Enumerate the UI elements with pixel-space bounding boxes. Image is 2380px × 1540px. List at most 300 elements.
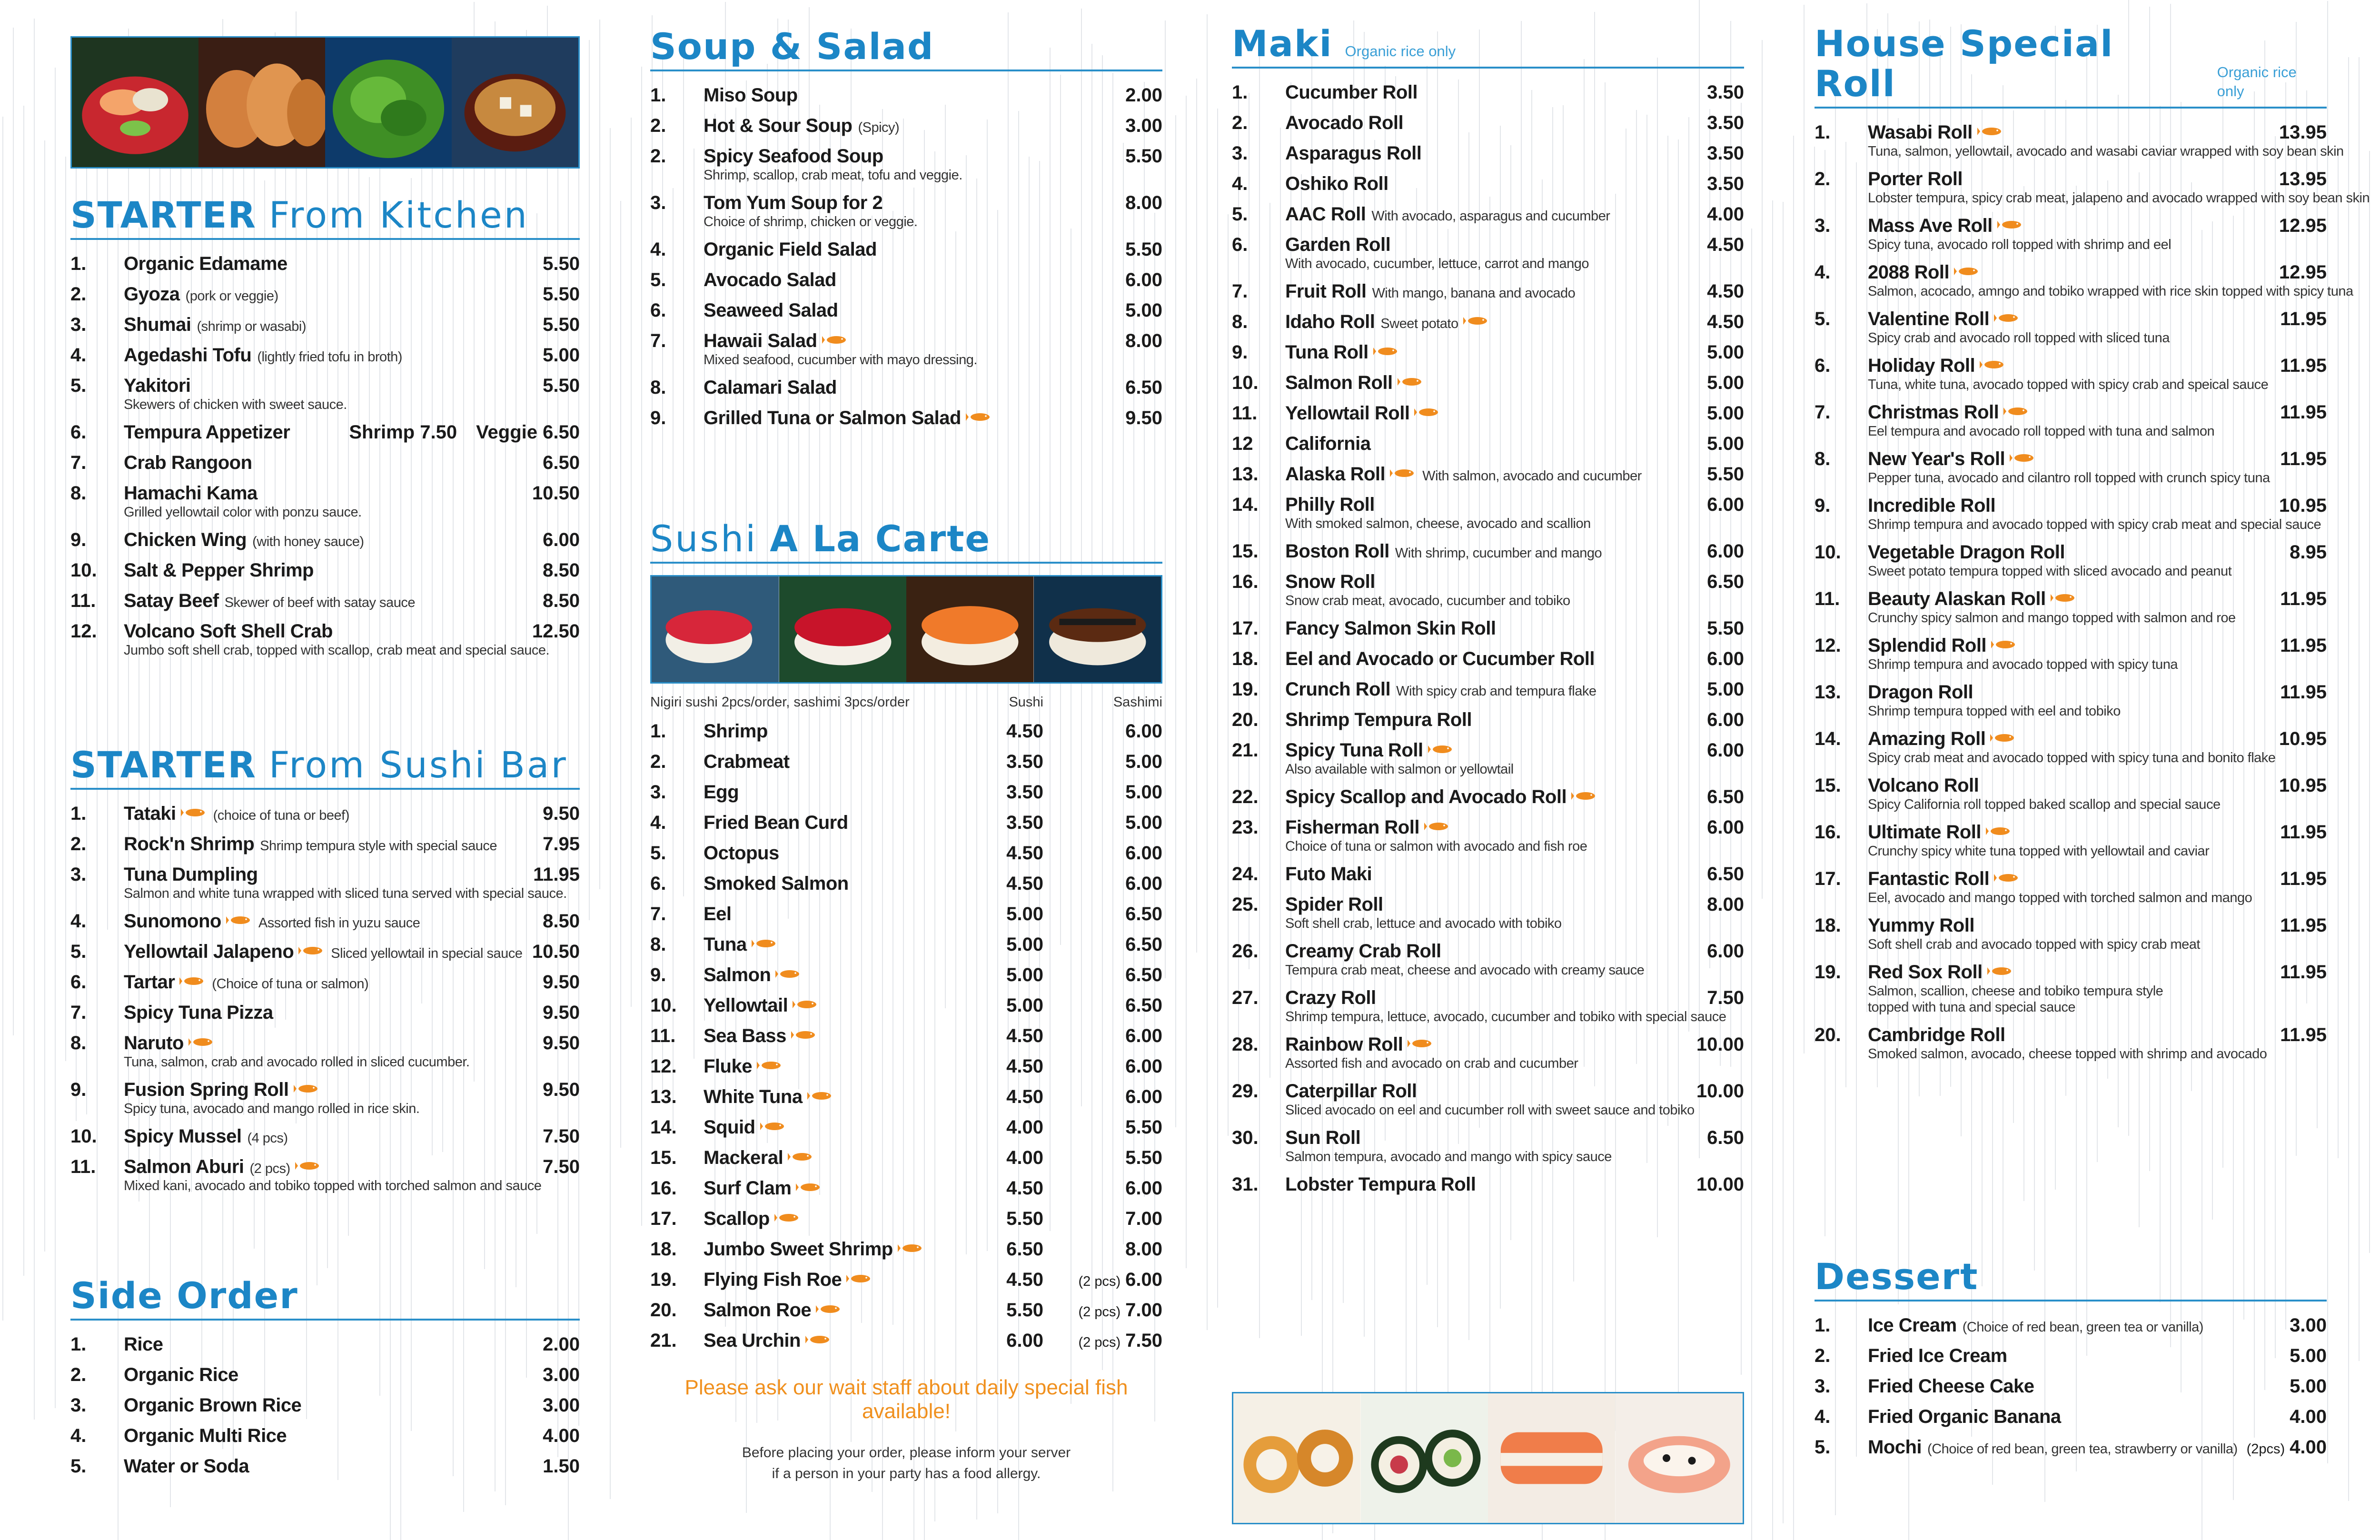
fish-icon <box>791 1030 818 1040</box>
item-name: Christmas Roll <box>1868 402 1999 423</box>
item-number: 2. <box>70 284 87 305</box>
item-price-cell <box>1707 428 1744 459</box>
item-price: 11.95 <box>2280 682 2327 703</box>
item-number: 4. <box>70 345 87 366</box>
item-prices <box>972 929 1162 960</box>
item-description: Eel tempura and avocado roll topped with tuna and salmon <box>1868 424 2215 439</box>
item-name: Fluke <box>704 1056 752 1077</box>
menu-item <box>650 1325 1162 1356</box>
fish-icon <box>2051 593 2077 603</box>
item-price: 5.00 <box>1707 403 1744 424</box>
item-number: 17. <box>1232 618 1259 639</box>
menu-item <box>1232 368 1744 398</box>
item-name: Crabmeat <box>704 751 790 772</box>
side-order-title: Side Order <box>70 1274 298 1317</box>
item-price-cell <box>543 340 580 370</box>
item-description: Assorted fish and avocado on crab and cucumber <box>1285 1056 1578 1071</box>
item-description: Salmon, scallion, cheese and tobiko tempura style <box>1868 984 2163 999</box>
item-price: 6.00 <box>1707 541 1744 562</box>
item-number: 10. <box>1232 372 1259 393</box>
item-price: 13.95 <box>2279 169 2327 189</box>
sashimi-price: 5.00 <box>1125 751 1162 772</box>
item-name: Idaho Roll <box>1285 311 1375 332</box>
item-price: 11.95 <box>2280 308 2327 329</box>
item-name: Eel <box>704 904 732 924</box>
sushi-price: 5.50 <box>1006 1300 1043 1321</box>
dessert-title: Dessert <box>1815 1255 1979 1298</box>
sushi-price: 4.50 <box>1006 1178 1043 1199</box>
item-description: Spicy crab meat and avocado topped with spicy tuna and bonito flake <box>1868 750 2276 765</box>
menu-item-line <box>1232 368 1744 398</box>
item-number: 3. <box>70 314 87 335</box>
menu-item <box>1232 705 1744 735</box>
item-price-cell <box>2280 817 2327 847</box>
menu-item <box>1232 307 1744 337</box>
menu-item <box>650 1112 1162 1143</box>
item-price-cell <box>543 829 580 859</box>
sushi-price: 5.00 <box>1006 995 1043 1016</box>
menu-item-line <box>1232 705 1744 735</box>
item-number: 16. <box>650 1178 677 1199</box>
item-price-cell <box>1707 644 1744 674</box>
item-number: 8. <box>1232 311 1248 332</box>
item-number: 14. <box>1232 494 1259 515</box>
item-number: 21. <box>1232 740 1259 761</box>
item-price: 7.50 <box>543 1126 580 1147</box>
item-number: 29. <box>1232 1081 1259 1102</box>
item-number: 3. <box>1815 1376 1831 1397</box>
item-name: Avocado Salad <box>704 269 836 290</box>
item-price-cell <box>1696 1076 1744 1106</box>
item-price: 6.50 <box>543 452 580 473</box>
sushi-price: 5.00 <box>1006 904 1043 924</box>
item-price: 1.50 <box>543 1456 580 1477</box>
item-price: 4.50 <box>1707 311 1744 332</box>
menu-item-line <box>650 403 1162 433</box>
menu-item <box>1232 889 1744 936</box>
item-price-cell <box>543 798 580 829</box>
menu-item <box>1815 117 2344 164</box>
item-price: 5.50 <box>1707 464 1744 485</box>
sushi-price: 4.50 <box>1006 1056 1043 1077</box>
allergy-note <box>650 1442 1162 1484</box>
item-name: Shrimp Tempura Roll <box>1285 709 1472 730</box>
item-price: 8.00 <box>1125 330 1162 351</box>
item-name: Asparagus Roll <box>1285 143 1422 164</box>
item-name: Shumai <box>124 314 191 335</box>
item-price: 10.50 <box>532 483 580 504</box>
item-price-cell <box>1125 80 1162 110</box>
item-price: 12.95 <box>2279 262 2327 283</box>
item-name: Philly Roll <box>1285 494 1375 515</box>
sashimi-price: 7.00 <box>1125 1208 1162 1229</box>
item-name: Naruto <box>124 1033 184 1053</box>
item-price: 8.50 <box>543 590 580 611</box>
item-name: Tartar <box>124 972 175 993</box>
item-note: (Choice of red bean, green tea or vanilla) <box>1962 1320 2203 1335</box>
item-prices <box>972 1203 1162 1234</box>
soup-salad-list <box>650 80 1162 433</box>
item-number: 5. <box>70 941 87 962</box>
side-order-list <box>70 1329 580 1481</box>
sashimi-price: 6.50 <box>1125 904 1162 924</box>
menu-item <box>1815 817 2327 864</box>
item-price-cell <box>1707 459 1744 489</box>
item-name: Fantastic Roll <box>1868 868 1990 889</box>
item-description: Crunchy spicy salmon and mango topped with salmon and roe <box>1868 610 2236 626</box>
item-name: Lobster Tempura Roll <box>1285 1174 1476 1195</box>
house-special-list <box>1815 117 2370 1066</box>
item-name: Jumbo Sweet Shrimp <box>704 1239 893 1260</box>
item-prices <box>972 1325 1162 1358</box>
item-price: 9.50 <box>543 803 580 824</box>
sushi-price: 3.50 <box>1006 751 1043 772</box>
item-price-cell <box>543 1152 580 1182</box>
fish-icon <box>846 1273 873 1284</box>
item-price: 3.00 <box>2290 1315 2327 1336</box>
item-number: 18. <box>1232 648 1259 669</box>
item-price-cell <box>1707 489 1744 520</box>
item-name: Water or Soda <box>124 1456 249 1477</box>
item-name: Mochi <box>1868 1437 1922 1458</box>
menu-item <box>650 1203 1162 1234</box>
sashimi-price: 6.00 <box>1125 1269 1162 1290</box>
gyoza-photo <box>198 38 325 167</box>
item-price-cell <box>543 1329 580 1360</box>
menu-item <box>70 997 580 1028</box>
fish-icon <box>1428 744 1455 755</box>
sashimi-price-cell <box>1043 838 1162 868</box>
item-name: Miso Soup <box>704 85 798 106</box>
menu-item <box>1815 677 2327 724</box>
menu-item-line <box>1232 674 1744 705</box>
menu-item <box>1815 537 2327 584</box>
menu-item <box>70 1028 580 1074</box>
item-price: 6.00 <box>1707 817 1744 838</box>
item-name: Eel and Avocado or Cucumber Roll <box>1285 648 1595 669</box>
menu-item-line <box>1232 613 1744 644</box>
item-prices <box>972 746 1162 777</box>
item-price-cell <box>1125 141 1162 171</box>
item-price: 10.95 <box>2279 728 2327 749</box>
sashimi-price-cell <box>1043 1173 1162 1203</box>
sushi-price: 4.50 <box>1006 873 1043 894</box>
item-price: 5.00 <box>2290 1345 2327 1366</box>
menu-item <box>1815 397 2327 444</box>
item-price: 5.50 <box>543 253 580 274</box>
menu-item-line <box>70 1329 580 1360</box>
item-name: Crunch Roll <box>1285 679 1391 700</box>
menu-item <box>650 716 1162 746</box>
menu-item <box>1815 770 2327 817</box>
menu-item-line <box>70 555 580 586</box>
item-number: 1. <box>650 721 666 742</box>
sushi-price: 4.50 <box>1006 721 1043 742</box>
item-price-cell <box>1125 234 1162 265</box>
item-price-cell <box>543 1028 580 1058</box>
menu-item-line <box>70 447 580 478</box>
menu-item-line <box>70 967 580 997</box>
item-prices <box>972 1112 1162 1143</box>
a-la-carte-note: Nigiri sushi 2pcs/order, sashimi 3pcs/order <box>650 695 910 710</box>
sashimi-price-cell <box>1043 929 1162 960</box>
menu-item-line <box>70 248 580 279</box>
item-price-cell <box>1707 276 1744 307</box>
item-name: Dragon Roll <box>1868 682 1973 703</box>
item-description: Smoked salmon, avocado, cheese topped with shrimp and avocado <box>1868 1046 2267 1062</box>
sushi-price: 3.50 <box>1006 812 1043 833</box>
item-description: Sweet potato tempura topped with sliced avocado and peanut <box>1868 564 2232 579</box>
item-number: 27. <box>1232 987 1259 1008</box>
item-prices <box>972 960 1162 990</box>
fish-icon <box>1414 407 1441 417</box>
item-note: (pork or veggie) <box>185 288 278 304</box>
item-name: Red Sox Roll <box>1868 962 1983 983</box>
fish-icon <box>1571 791 1598 801</box>
item-price-cell <box>1707 936 1744 966</box>
item-name: Organic Brown Rice <box>124 1395 302 1416</box>
fish-icon <box>1424 821 1451 832</box>
item-name: Ultimate Roll <box>1868 822 1981 843</box>
item-price-cell <box>1125 110 1162 141</box>
menu-item <box>650 403 1162 433</box>
fish-icon <box>966 412 992 422</box>
menu-item-line <box>1232 459 1744 489</box>
sashimi-price-cell <box>1043 960 1162 990</box>
item-name: Rock'n Shrimp <box>124 834 255 854</box>
item-price-cell <box>543 1390 580 1421</box>
item-name: 2088 Roll <box>1868 262 1950 283</box>
sashimi-price-cell <box>1043 1325 1162 1358</box>
item-name: Garden Roll <box>1285 234 1391 255</box>
menu-item <box>650 1143 1162 1173</box>
item-price: 5.50 <box>1125 146 1162 167</box>
item-price: 4.00 <box>1707 204 1744 225</box>
item-number: 18. <box>1815 915 1841 936</box>
starter-sushi-list <box>70 798 580 1198</box>
item-price: 6.50 <box>1125 377 1162 398</box>
sushi-price: 4.50 <box>1006 843 1043 864</box>
item-name: Splendid Roll <box>1868 635 1987 656</box>
item-number: 10. <box>1815 542 1841 563</box>
sashimi-price: 5.50 <box>1125 1117 1162 1138</box>
item-price: 11.95 <box>2280 448 2327 469</box>
nigiri-photo-4 <box>1034 576 1161 682</box>
item-number: 1. <box>1815 1315 1831 1336</box>
menu-item <box>1232 812 1744 859</box>
menu-item-line <box>70 279 580 309</box>
item-price: 5.00 <box>1707 372 1744 393</box>
item-number: 6. <box>1232 234 1248 255</box>
menu-item <box>70 798 580 829</box>
item-price: 6.00 <box>1707 941 1744 962</box>
item-price: 5.50 <box>1707 618 1744 639</box>
menu-item <box>650 838 1162 868</box>
menu-item <box>1815 210 2327 257</box>
item-note: (4 pcs) <box>247 1131 288 1146</box>
maki-list <box>1232 77 1744 1200</box>
sushi-price: 5.00 <box>1006 934 1043 955</box>
item-price: 11.95 <box>2280 868 2327 889</box>
pieces-note: (2 pcs) <box>1078 1304 1121 1320</box>
item-price-cell <box>543 586 580 616</box>
item-note: With salmon, avocado and cucumber <box>1422 468 1642 484</box>
item-description: Mixed seafood, cucumber with mayo dressing. <box>704 352 977 368</box>
item-price-cell <box>2280 864 2327 894</box>
menu-item <box>1815 630 2327 677</box>
menu-item-line <box>1232 169 1744 199</box>
menu-item <box>70 1074 580 1121</box>
fish-icon <box>298 945 325 956</box>
item-name: Valentine Roll <box>1868 308 1990 329</box>
fish-icon <box>1373 346 1400 357</box>
item-name: Volcano Roll <box>1868 775 1979 796</box>
sashimi-price: 6.00 <box>1125 1178 1162 1199</box>
item-price-cell <box>2280 677 2327 707</box>
item-price-cell <box>1707 566 1744 597</box>
item-number: 2. <box>70 834 87 854</box>
item-note: Assorted fish in yuzu sauce <box>258 915 420 931</box>
fish-icon <box>179 976 206 986</box>
menu-item <box>650 234 1162 265</box>
menu-item-line <box>70 309 580 340</box>
item-number: 28. <box>1232 1034 1259 1055</box>
item-price-cell <box>1125 295 1162 326</box>
item-price: 11.95 <box>2280 915 2327 936</box>
item-prices <box>972 990 1162 1021</box>
item-price-cell <box>543 279 580 309</box>
item-number: 20. <box>650 1300 677 1321</box>
fish-icon <box>1463 316 1490 326</box>
item-name: Holiday Roll <box>1868 355 1975 376</box>
item-name: New Year's Roll <box>1868 448 2005 469</box>
menu-item <box>70 1360 580 1390</box>
item-number: 8. <box>650 934 666 955</box>
menu-item-line <box>1815 1401 2327 1432</box>
menu-item <box>70 1329 580 1360</box>
item-name: Organic Edamame <box>124 253 288 274</box>
item-number: 30. <box>1232 1127 1259 1148</box>
menu-item <box>650 1295 1162 1325</box>
item-name: Salmon <box>704 964 771 985</box>
item-name: Salmon Roll <box>1285 372 1393 393</box>
item-name: Sea Bass <box>704 1025 786 1046</box>
item-name: Organic Field Salad <box>704 239 877 260</box>
item-price-cell <box>543 1421 580 1451</box>
item-description: Tempura crab meat, cheese and avocado with creamy sauce <box>1285 963 1645 978</box>
sashimi-price: 6.00 <box>1125 721 1162 742</box>
item-price-options <box>349 417 580 447</box>
item-price: 8.50 <box>543 560 580 581</box>
menu-item <box>70 967 580 997</box>
item-name: Tataki <box>124 803 176 824</box>
menu-item-line <box>1232 1169 1744 1200</box>
item-price: 9.50 <box>1125 407 1162 428</box>
menu-item-line <box>70 1121 580 1152</box>
item-name: Avocado Roll <box>1285 112 1404 133</box>
item-price: 8.50 <box>543 911 580 932</box>
sashimi-price-cell <box>1043 899 1162 929</box>
menu-item <box>1232 276 1744 307</box>
item-name: Ice Cream <box>1868 1315 1957 1336</box>
item-description: Salmon and white tuna wrapped with sliced tuna served with special sauce. <box>124 886 567 901</box>
item-price-cell <box>532 936 580 967</box>
item-price-cell <box>1707 229 1744 260</box>
item-name: Salmon Roe <box>704 1300 812 1321</box>
menu-item <box>1232 77 1744 108</box>
item-number: 20. <box>1232 709 1259 730</box>
menu-item <box>1815 957 2327 1020</box>
item-number: 10. <box>70 560 97 581</box>
item-note: (choice of tuna or beef) <box>213 808 349 823</box>
menu-item <box>70 1121 580 1152</box>
menu-item-line <box>650 1112 1162 1143</box>
item-number: 6. <box>650 300 666 321</box>
item-name: Spicy Tuna Roll <box>1285 740 1423 761</box>
menu-item <box>1232 108 1744 138</box>
item-name: Scallop <box>704 1208 770 1229</box>
item-price: 8.00 <box>1707 894 1744 915</box>
item-description: Spicy tuna, avocado roll topped with shrimp and eel <box>1868 237 2172 252</box>
item-price: 10.95 <box>2279 775 2327 796</box>
sushi-column-header: Sushi <box>1009 695 1043 710</box>
fish-icon <box>774 1212 801 1223</box>
menu-item <box>1232 1076 1744 1123</box>
item-number: 15. <box>650 1147 677 1168</box>
fish-icon <box>1994 873 2021 883</box>
a-la-carte-list <box>650 716 1162 1356</box>
item-price: 11.95 <box>2280 588 2327 609</box>
item-number: 5. <box>1815 1437 1831 1458</box>
menu-item-line <box>650 899 1162 929</box>
sashimi-price: 5.00 <box>1125 812 1162 833</box>
fish-icon <box>2010 453 2036 463</box>
item-note: (with honey sauce) <box>252 534 364 549</box>
item-prices <box>972 777 1162 807</box>
item-description: Skewers of chicken with sweet sauce. <box>124 397 347 412</box>
item-price: 3.50 <box>1707 143 1744 164</box>
item-description: Choice of tuna or salmon with avocado and fish roe <box>1285 839 1587 854</box>
item-name: Fried Cheese Cake <box>1868 1376 2034 1397</box>
menu-item-line <box>70 936 580 967</box>
item-number: 15. <box>1815 775 1841 796</box>
item-price: 2.00 <box>543 1334 580 1355</box>
item-number: 5. <box>70 1456 87 1477</box>
fish-icon <box>1997 219 2024 230</box>
item-name: Tuna Roll <box>1285 342 1368 363</box>
menu-item-line <box>650 372 1162 403</box>
menu-item <box>1232 398 1744 428</box>
item-description: Crunchy spicy white tuna topped with yellowtail and caviar <box>1868 844 2210 859</box>
menu-item-line <box>650 990 1162 1021</box>
item-name: Cambridge Roll <box>1868 1024 2005 1045</box>
menu-item-line <box>1815 1310 2327 1341</box>
item-price: 8.95 <box>2290 542 2327 563</box>
item-number: 2. <box>650 115 666 136</box>
menu-item-line <box>650 295 1162 326</box>
item-number: 5. <box>650 269 666 290</box>
starter-kitchen-section <box>70 195 580 663</box>
fish-icon <box>1980 359 2006 370</box>
item-price-cell <box>543 555 580 586</box>
item-number: 23. <box>1232 817 1259 838</box>
item-number: 2. <box>1815 169 1831 189</box>
item-note: Shrimp tempura style with special sauce <box>260 838 497 854</box>
menu-item <box>650 929 1162 960</box>
item-price-cell <box>1707 307 1744 337</box>
item-number: 7. <box>70 1002 87 1023</box>
item-price: 11.95 <box>2280 635 2327 656</box>
